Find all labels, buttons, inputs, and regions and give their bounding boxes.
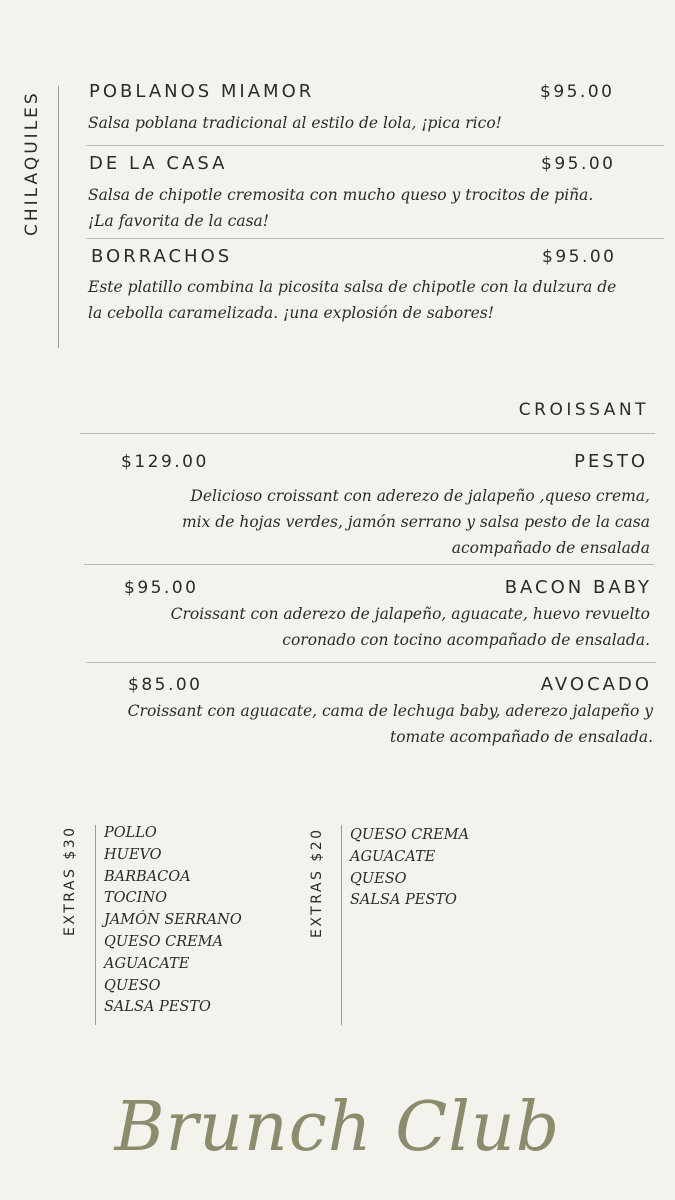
- extras-30-divider: [95, 825, 96, 1025]
- extras-item: QUESO CREMA: [350, 827, 470, 843]
- extras-20-list: [350, 825, 469, 912]
- item-divider: [86, 662, 656, 663]
- item-divider: [86, 145, 664, 146]
- extras-30-list: [104, 823, 242, 1019]
- menu-item-price: $95.00: [541, 154, 616, 174]
- menu-item-name: BORRACHOS: [91, 246, 233, 267]
- croissant-divider-top: [80, 433, 655, 434]
- menu-item-description: Este platillo combina la picosita salsa de chipotle con la dulzura de la cebolla caramelizada. ¡una explosión de sabores!: [88, 278, 617, 322]
- extras-20-label: EXTRAS $20: [309, 827, 325, 938]
- menu-item-price: $85.00: [128, 675, 203, 695]
- extras-item: QUESO: [104, 977, 161, 994]
- menu-item-price: $95.00: [542, 247, 617, 267]
- extras-item: SALSA PESTO: [350, 892, 457, 909]
- menu-item-name: POBLANOS MIAMOR: [89, 81, 315, 102]
- croissant-section-title: CROISSANT: [518, 400, 649, 420]
- menu-item-description: Delicioso croissant con aderezo de jalapeño ,queso crema, mix de hojas verdes, jamón serrano y salsa pesto de la casa acompañado de ensalada: [181, 487, 650, 557]
- extras-item: SALSA PESTO: [104, 999, 211, 1016]
- menu-item-price: $129.00: [121, 452, 209, 472]
- chilaquiles-section-label: CHILAQUILES: [22, 90, 42, 236]
- extras-item: QUESO: [350, 870, 407, 887]
- menu-item-price: $95.00: [124, 578, 199, 598]
- extras-30-label: EXTRAS $30: [62, 825, 78, 936]
- menu-item-name: AVOCADO: [540, 674, 652, 695]
- extras-item: POLLO: [104, 825, 157, 841]
- menu-item-description: Salsa de chipotle cremosita con mucho queso y trocitos de piña. ¡La favorita de la casa!: [88, 186, 594, 230]
- extras-item: BARBACOA: [104, 868, 191, 885]
- menu-item-price: $95.00: [540, 82, 615, 102]
- extras-item: QUESO CREMA: [104, 933, 224, 950]
- menu-item-description: Croissant con aderezo de jalapeño, aguacate, huevo revuelto coronado con tocino acompañado de ensalada.: [170, 605, 650, 649]
- item-divider: [84, 564, 654, 565]
- menu-item-name: BACON BABY: [504, 577, 652, 598]
- extras-item: AGUACATE: [104, 955, 190, 972]
- extras-item: HUEVO: [104, 846, 162, 863]
- extras-20-divider: [341, 825, 342, 1025]
- brunch-club-logo: Brunch Club: [114, 1088, 561, 1167]
- extras-item: AGUACATE: [350, 848, 436, 865]
- menu-item-name: DE LA CASA: [89, 153, 228, 174]
- item-divider: [86, 238, 664, 239]
- menu-item-name: PESTO: [574, 451, 648, 472]
- extras-item: JAMÓN SERRANO: [104, 912, 242, 929]
- chilaquiles-divider-vertical: [58, 86, 59, 348]
- extras-item: TOCINO: [104, 890, 167, 907]
- menu-item-description: Croissant con aguacate, cama de lechuga baby, aderezo jalapeño y tomate acompañado de ensalada.: [127, 702, 653, 746]
- menu-item-description: Salsa poblana tradicional al estilo de lola, ¡pica rico!: [88, 114, 502, 132]
